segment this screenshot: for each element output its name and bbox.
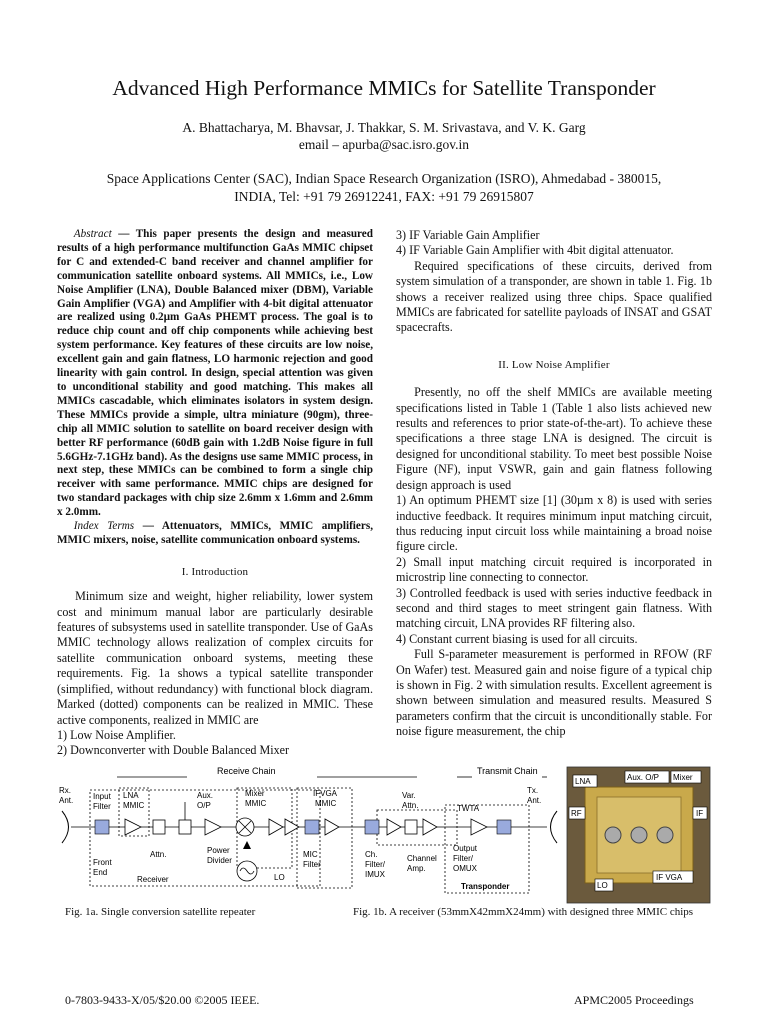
lo-label: LO	[274, 873, 285, 882]
affiliation	[40, 170, 728, 206]
receiver-label: Receiver	[137, 875, 169, 884]
affiliation-line-2: INDIA, Tel: +91 79 26912241, FAX: +91 79 26915807	[234, 189, 534, 204]
figure-1a-block-diagram	[57, 765, 712, 905]
receive-chain-label: Receive Chain	[217, 766, 276, 776]
tx-ant-label: Ant.	[527, 796, 542, 805]
abstract	[57, 228, 373, 520]
photo-lo-label: LO	[597, 881, 608, 890]
requirements-paragraph: Required specifications of these circuits, derived from system simulation of a transponder, are shown in table 1. Fig. 1b shows a receiver realized using three chips. Space qualified MMICs are fabricated for satellite payloads of INSAT and GSAT spacecrafts.	[396, 258, 712, 335]
author-block	[0, 119, 768, 153]
measurement-paragraph: Full S-parameter measurement is performed in RFOW (RF On Wafer) test. Measured gain and noise figure of a typical chip is shown in Fig. 2 with simulation results. Excellent agreement is shown between simulation and measured results. Measured S parameters confirm that the circuit is unconditionally stable. For noise figure measurement, the chip	[396, 647, 712, 739]
photo-aux-label: Aux. O/P	[627, 773, 660, 782]
ifvga-label: IFVGA	[313, 789, 338, 798]
if-amplifier-icon	[269, 819, 283, 835]
tx-label: Tx.	[527, 786, 539, 795]
mic-filter-label: Filter	[303, 860, 321, 869]
photo-rf-label: RF	[571, 809, 582, 818]
abstract-text: — This paper presents the design and measured results of a high performance multifunction GaAs MMIC chipset for C and extended-C band receiver and channel amplifier for communication satellite onboard systems. All MMICs, i.e., Low Noise Amplifier (LNA), Double Balanced mixer (DBM), Variable Gain Amplifier (VGA) and Amplifier with 4-bit digital attenuator are realized using 0.2µm GaAs PHEMT process. The goal is to reduce chip count and off chip components while achieving best system performance. Key features of these circuits are low noise, excellent gain and gain flatness, LO harmonic rejection and good linearity with gain control. In design, special attention was given to unconditional stability and good matching. This makes all MMICs cascadable, which eliminates isolators in system design. These MMICs provide a simple, ultra miniature (90gm), three-chip all MMIC solution to satellite on board receiver design with better RF performance (60dB gain with 1.2dB Noise figure in full 5.6GHz-7.1GHz band). As the designs use same MMIC process, in next step, these MMICs can be combined to form a single chip receiver with same performance. MMIC chips are designed for two standard packages with chip size 2.6mm x 1.6mm and 2.6mm x 2.0mm.	[57, 228, 373, 519]
author-list: A. Bhattacharya, M. Bhavsar, J. Thakkar, S. M. Srivastava, and V. K. Garg	[182, 120, 586, 135]
caption-fig-1b: Fig. 1b. A receiver (53mmX42mmX24mm) with designed three MMIC chips	[353, 906, 694, 918]
lo-arrow-icon	[243, 841, 251, 849]
power-divider-icon	[179, 820, 191, 834]
transmit-chain-label: Transmit Chain	[477, 766, 538, 776]
lna-list-item: 2) Small input matching circuit required is incorporated in microstrip line connecting to connector.	[396, 554, 712, 585]
lna-label: MMIC	[123, 801, 145, 810]
receiver-photo	[657, 827, 673, 843]
right-column	[396, 228, 712, 740]
footer-copyright: 0-7803-9433-X/05/$20.00 ©2005 IEEE.	[65, 993, 260, 1007]
mixer-label: Mixer	[245, 789, 265, 798]
intro-paragraph: Minimum size and weight, higher reliability, lower system cost and minimum manual labor are particularly desirable features of subsystems used in satellite transponder. Use of GaAs MMIC technology allows realization of complex circuits for satellite communication onboard systems, meeting these requirements. Fig. 1a shows a typical satellite transponder (simplified, without redundancy) with functional block diagram. Marked (dotted) components can be realized in MMIC. These active components, realized in MMIC are	[57, 589, 373, 727]
front-end-label: End	[93, 868, 108, 877]
twta-amplifier-icon	[471, 819, 487, 835]
channel-amplifier-icon	[387, 819, 401, 835]
lna-amplifier-icon	[125, 819, 141, 835]
variable-attenuator-icon	[405, 820, 417, 834]
rx-antenna-icon	[62, 811, 69, 843]
index-terms	[57, 520, 373, 548]
lna-list-item: 1) An optimum PHEMT size [1] (30µm x 8) is used with series inductive feedback. It requires minimum input matching circuit, thus reducing input circuit loss while maintaining a broad noise figure circle.	[396, 493, 712, 554]
power-divider-label: Power	[207, 846, 230, 855]
lna-list-item: 3) Controlled feedback is used with series inductive feedback in second and third stages to meet stringent gain flatness. With matching circuit, LNA provides RF filtering also.	[396, 585, 712, 631]
attenuator-icon	[153, 820, 165, 834]
rx-label: Rx.	[59, 786, 71, 795]
input-filter-icon	[95, 820, 109, 834]
caption-fig-1a: Fig. 1a. Single conversion satellite repeater	[65, 906, 256, 918]
output-filter-label: Output	[453, 844, 478, 853]
left-column	[57, 228, 373, 759]
photo-if-label: IF	[696, 809, 704, 818]
tx-antenna-icon	[551, 811, 558, 843]
channel-amp-label: Channel	[407, 854, 437, 863]
photo-mixer-label: Mixer	[673, 773, 693, 782]
figure-1	[57, 765, 712, 905]
aux-op-label: O/P	[197, 801, 211, 810]
input-filter-label: Input	[93, 792, 111, 801]
output-filter-label: Filter/	[453, 854, 473, 863]
list-item: 1) Low Noise Amplifier.	[57, 727, 176, 742]
channel-amp-label: Amp.	[407, 864, 426, 873]
power-divider-label: Divider	[207, 856, 232, 865]
author-email: email – apurba@sac.isro.gov.in	[298, 137, 470, 152]
amplifier-icon	[205, 819, 221, 835]
receiver-photo	[605, 827, 621, 843]
lna-paragraph: Presently, no off the shelf MMICs are available meeting specifications listed in Table 1 (Table 1 also lists achieved new results and references to prior state-of-the-art). To achieve these specifications a three stage LNA is designed. The circuit is designed for unconditional stability. To meet best possible Noise Figure (NF), input VSWR, gain and gain flatness following design approach is used	[396, 385, 712, 492]
output-filter-label: OMUX	[453, 864, 477, 873]
photo-lna-label: LNA	[575, 777, 591, 786]
ifvga-label: MMIC	[315, 799, 337, 808]
section-heading-introduction: I. Introduction	[181, 565, 249, 578]
var-attn-label: Attn.	[402, 801, 419, 810]
lna-list-item: 4) Constant current biasing is used for all circuits.	[396, 631, 638, 646]
index-terms-label: Index Terms	[73, 520, 135, 533]
transponder-label: Transponder	[461, 882, 510, 891]
ch-filter-label: Ch.	[365, 850, 378, 859]
var-attn-label: Var.	[402, 791, 416, 800]
channel-amplifier-icon	[423, 819, 437, 835]
aux-op-label: Aux.	[197, 791, 214, 800]
mic-filter-icon	[305, 820, 319, 834]
input-filter-label: Filter	[93, 802, 111, 811]
abstract-label: Abstract	[73, 228, 112, 240]
list-item: 4) IF Variable Gain Amplifier with 4bit digital attenuator.	[396, 243, 674, 258]
mixer-label: MMIC	[245, 799, 267, 808]
ch-filter-label: IMUX	[365, 870, 385, 879]
list-item: 3) IF Variable Gain Amplifier	[396, 228, 540, 242]
index-terms-text: — Attenuators, MMICs, MMIC amplifiers, MMIC mixers, noise, satellite communication onboard systems.	[57, 520, 374, 546]
affiliation-line-1: Space Applications Center (SAC), Indian Space Research Organization (ISRO), Ahmedabad - 380015,	[106, 171, 662, 186]
list-item: 2) Downconverter with Double Balanced Mixer	[57, 743, 290, 758]
ch-filter-label: Filter/	[365, 860, 385, 869]
mic-filter-label: MIC	[303, 850, 318, 859]
paper-title: Advanced High Performance MMICs for Satellite Transponder	[112, 76, 656, 100]
output-filter-icon	[497, 820, 511, 834]
attn-label: Attn.	[150, 850, 167, 859]
section-heading-lna: II. Low Noise Amplifier	[498, 358, 610, 371]
lna-label: LNA	[123, 791, 139, 800]
twta-label: TWTA	[457, 804, 480, 813]
photo-ifvga-label: IF VGA	[656, 873, 683, 882]
front-end-label: Front	[93, 858, 112, 867]
rx-ant-label: Ant.	[59, 796, 74, 805]
channel-filter-icon	[365, 820, 379, 834]
ifvga-amplifier-icon	[325, 819, 339, 835]
footer-proceedings: APMC2005 Proceedings	[574, 993, 694, 1007]
receiver-photo	[631, 827, 647, 843]
